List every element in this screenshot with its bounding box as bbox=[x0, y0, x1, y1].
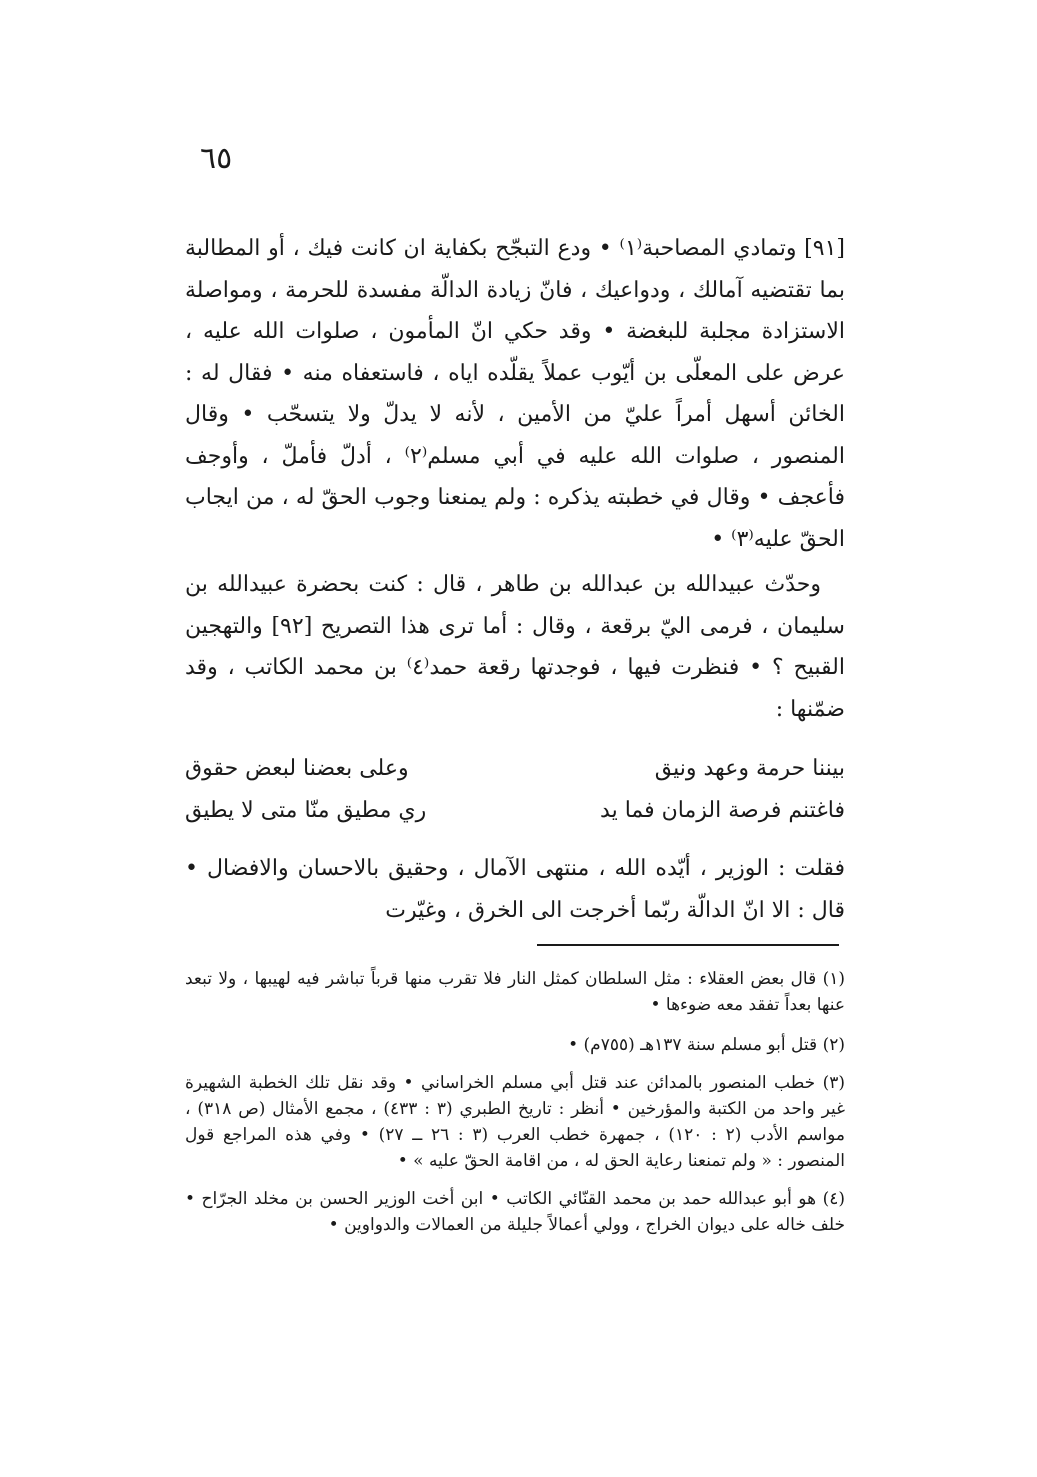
paragraph-2: وحدّث عبيدالله بن عبدالله بن طاهر ، قال : كنت بحضرة عبيدالله بن سليمان ، فرمى اليّ برقعة ، وقال : أما ترى هذا التصريح [٩٢] والتهجين القبيح ؟ • فنظرت فيها ، فوجدتها رقعة حمد⁽٤⁾ بن محمد الكاتب ، وقد ضمّنها : bbox=[185, 572, 845, 722]
footnote-3: (٣) خطب المنصور بالمدائن عند قتل أبي مسلم الخراساني • وقد نقل تلك الخطبة الشهيرة غير واحد من الكتبة والمؤرخين • أنظر : تاريخ الطبري (٣ : ٤٣٣) ، مجمع الأمثال (ص ٣١٨) ، مواسم الأدب (٢ : ١٢٠) ، جمهرة خطب العرب (٣ : ٢٦ ــ ٢٧) • وفي هذه المراجع قول المنصور : « ولم تمنعنا رعاية الحق له ، من اقامة الحقّ عليه » • bbox=[185, 1073, 845, 1171]
poem-hemistich-first: فاغتنم فرصة الزمان فما يد bbox=[600, 798, 845, 823]
paragraph-1: [٩١] وتمادي المصاحبة⁽١⁾ • ودع التبجّح بكفاية ان كانت فيك ، أو المطالبة بما تقتضيه آمالك ، ودواعيك ، فانّ زيادة الدالّة مفسدة للحرمة ، ومواصلة الاستزادة مجلبة للبغضة • وقد حكي انّ المأمون ، صلوات الله عليه ، عرض على المعلّى بن أيّوب عملاً يقلّده اياه ، فاستعفاه منه • فقال له : الخائن أسهل أمراً عليّ من الأمين ، لأنه لا يدلّ ولا يتسحّب • وقال المنصور ، صلوات الله عليه في أبي مسلم⁽٢⁾ ، أدلّ فأملّ ، وأوجف فأعجف • وقال في خطبته يذكره : ولم يمنعنا وجوب الحقّ له ، من ايجاب الحقّ عليه⁽٣⁾ • bbox=[185, 236, 846, 552]
poem-hemistich-second: ري مطيق منّا متى لا يطيق bbox=[185, 798, 427, 823]
poem bbox=[185, 748, 845, 832]
poem-verse bbox=[185, 790, 845, 832]
footnote-4: (٤) هو أبو عبدالله حمد بن محمد القنّائي الكاتب • ابن أخت الوزير الحسن بن مخلد الجرّاح • خلف خاله على ديوان الخراج ، وولي أعمالاً جليلة من العمالات والدواوين • bbox=[185, 1189, 845, 1235]
poem-hemistich-first: بيننا حرمة وعهد ونيق bbox=[654, 756, 845, 781]
footnote-divider bbox=[537, 944, 839, 946]
footnote-2: (٢) قتل أبو مسلم سنة ١٣٧هـ (٧٥٥م) • bbox=[568, 1035, 845, 1055]
main-text bbox=[185, 228, 845, 931]
page-number: ٦٥ bbox=[200, 141, 233, 176]
footnote-1: (١) قال بعض العقلاء : مثل السلطان كمثل النار فلا تقرب منها قرباً تباشر فيه لهيبها ، ولا تبعد عنها بعداً تفقد معه ضوءها • bbox=[185, 969, 845, 1015]
footnotes bbox=[185, 966, 845, 1250]
poem-verse bbox=[185, 748, 845, 790]
poem-hemistich-second: وعلى بعضنا لبعض حقوق bbox=[185, 756, 409, 781]
paragraph-3: فقلت : الوزير ، أيّده الله ، منتهى الآمال ، وحقيق بالاحسان والافضال • قال : الا انّ الدالّة ربّما أخرجت الى الخرق ، وغيّرت bbox=[185, 856, 845, 923]
